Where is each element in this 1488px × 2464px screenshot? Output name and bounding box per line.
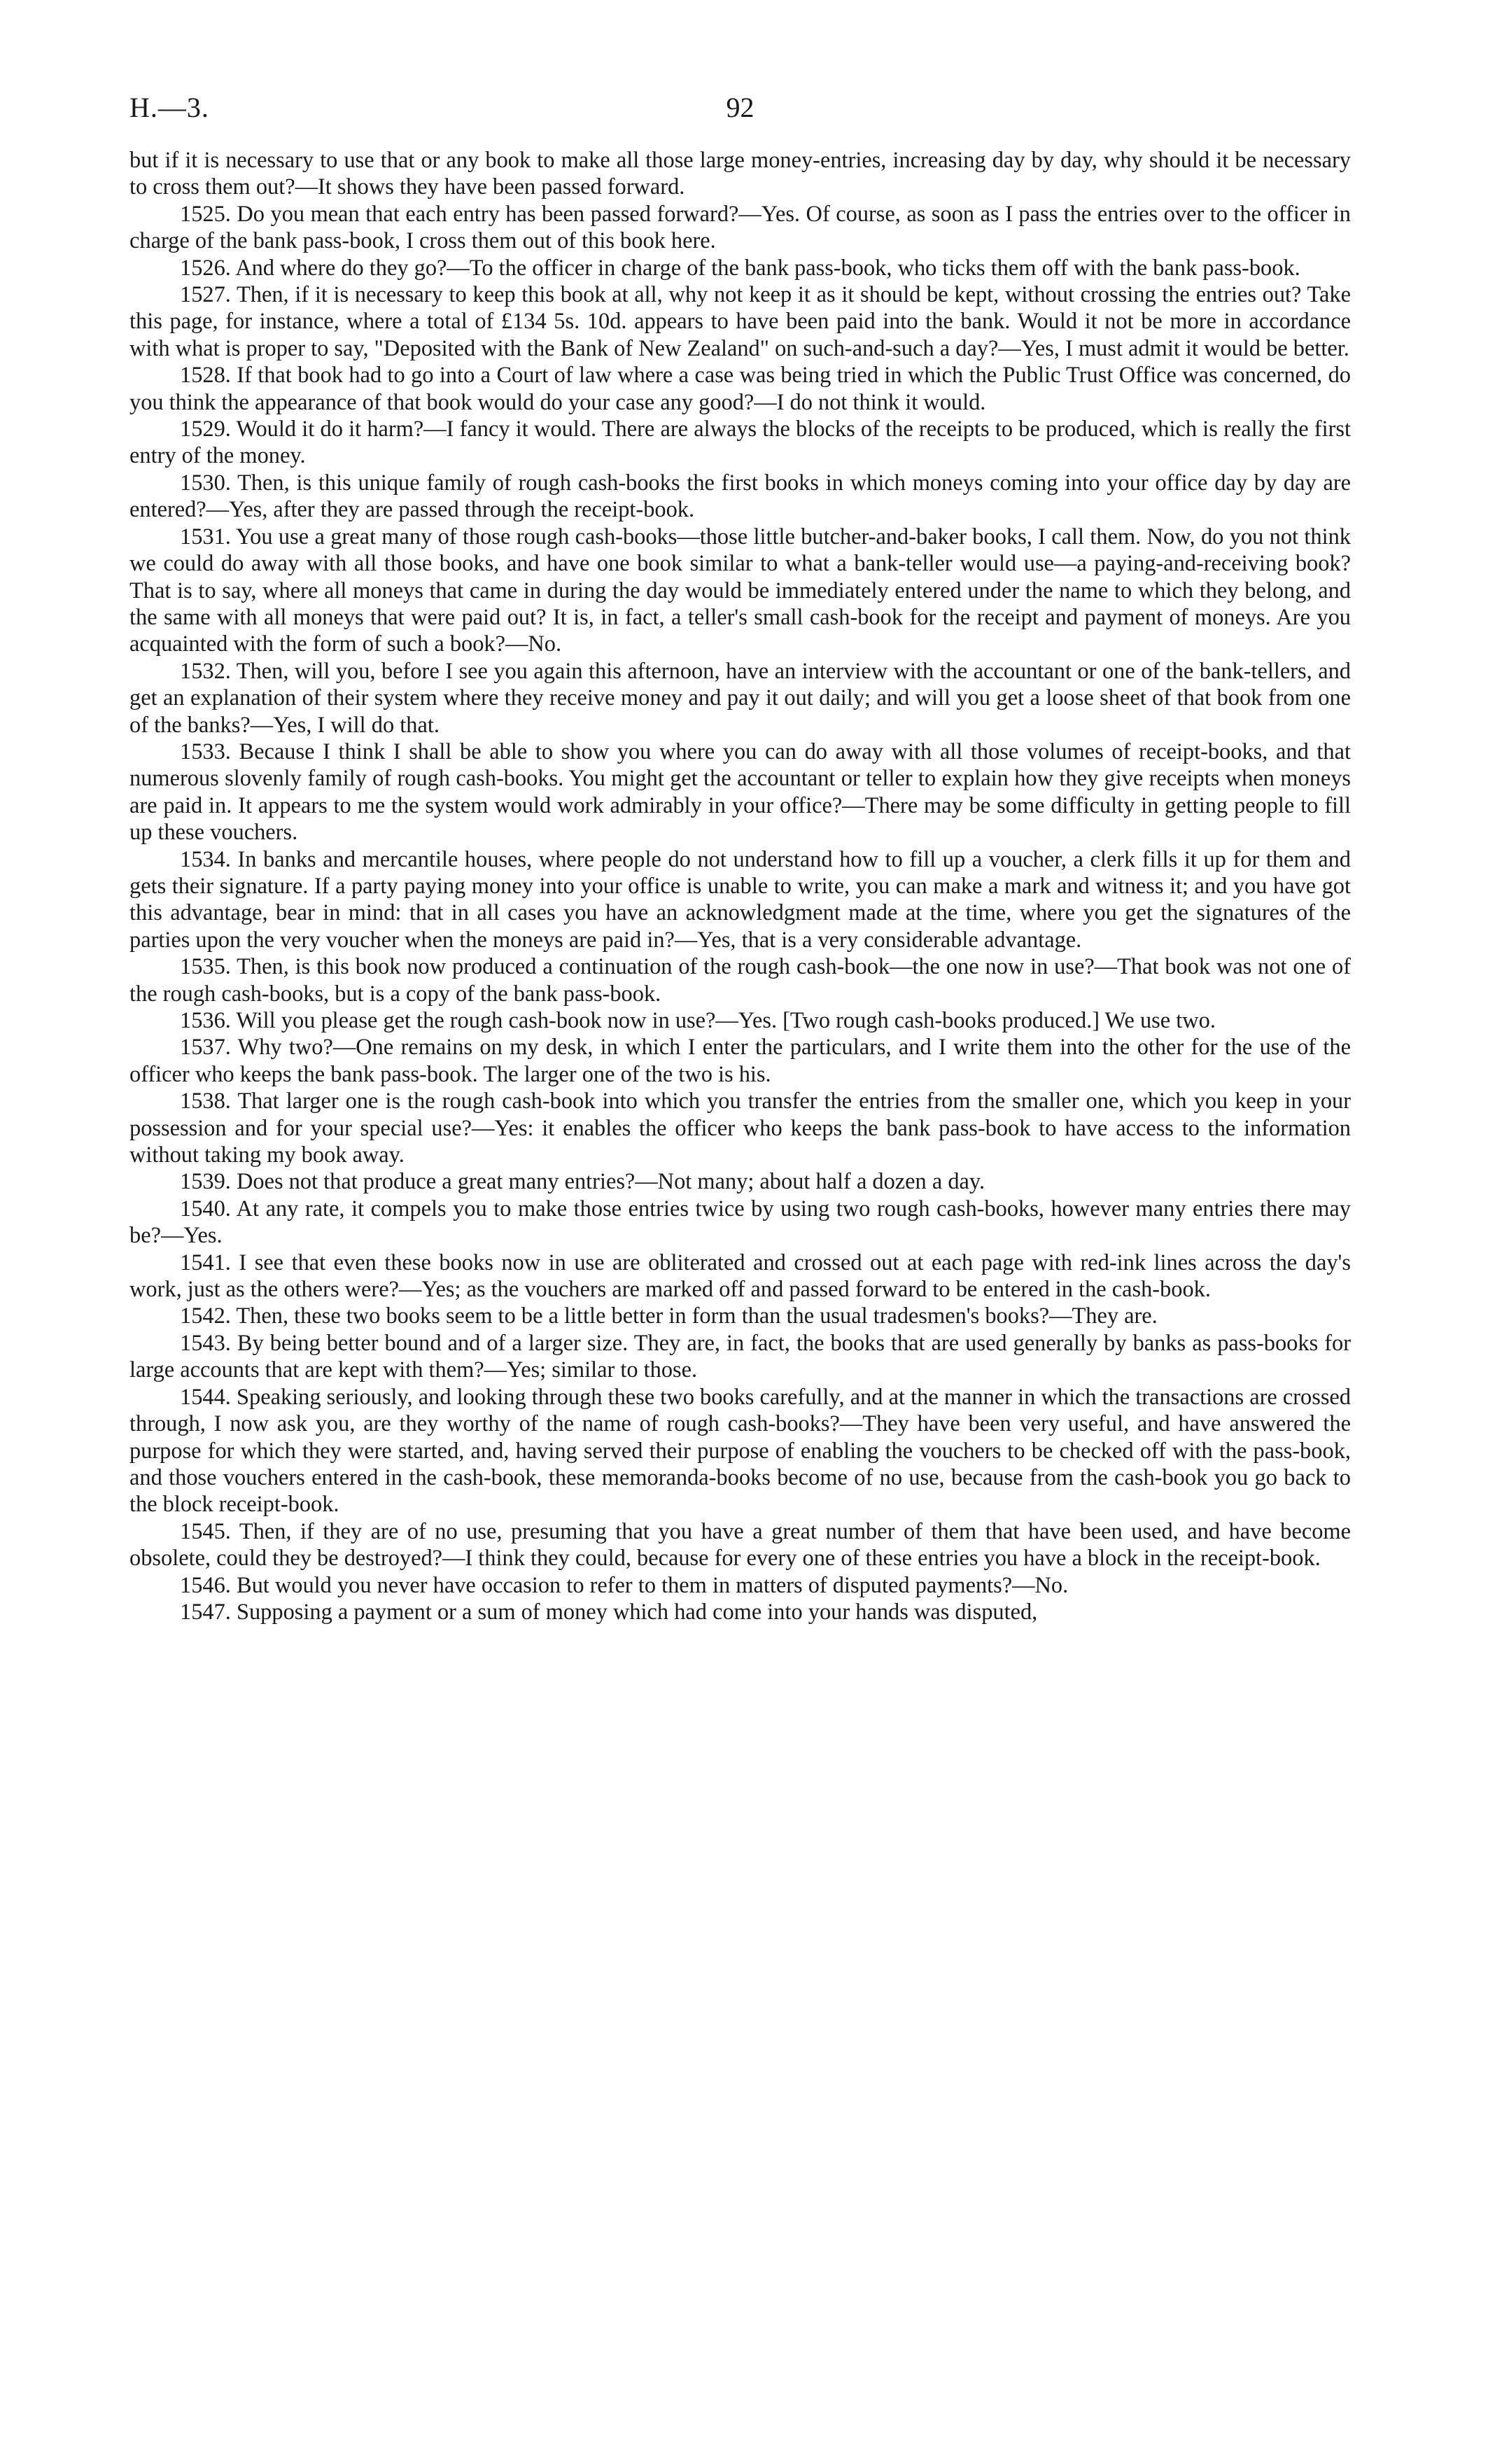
paragraph: 1534. In banks and mercantile houses, where people do not understand how to fill up a voucher, a clerk fills it up for them and gets their signature. If a party paying money into your office is unable to write, you can make a mark and witness it; and you have got this advantage, bear in mind: that in all cases you have an acknowledgment made at the time, where you get the signatures of the parties upon the very voucher when the moneys are paid in?—Yes, that is a very considerable advantage. [129, 846, 1351, 953]
paragraph: 1543. By being better bound and of a larger size. They are, in fact, the books that are used generally by banks as pass-books for large accounts that are kept with them?—Yes; similar to those. [129, 1330, 1351, 1383]
series-reference: H.—3. [129, 92, 209, 123]
paragraph: 1540. At any rate, it compels you to make those entries twice by using two rough cash-books, however many entries there may be?—Yes. [129, 1196, 1351, 1249]
paragraph: 1526. And where do they go?—To the officer in charge of the bank pass-book, who ticks them off with the bank pass-book. [180, 255, 1300, 281]
paragraph: 1537. Why two?—One remains on my desk, in which I enter the particulars, and I write them into the other for the use of the officer who keeps the bank pass-book. The larger one of the two is his. [129, 1035, 1351, 1087]
paragraph: 1528. If that book had to go into a Court of law where a case was being tried in which the Public Trust Office was concerned, do you think the appearance of that book would do your case any good?—I do not think it would. [129, 363, 1351, 415]
paragraph: but if it is necessary to use that or any book to make all those large money-entries, increasing day by day, why should it be necessary to cross them out?—It shows they have been passed forward. [129, 148, 1351, 200]
paragraph: 1530. Then, is this unique family of rough cash-books the first books in which moneys coming into your office day by day are entered?—Yes, after they are passed through the receipt-book. [129, 470, 1351, 523]
paragraph: 1525. Do you mean that each entry has been passed forward?—Yes. Of course, as soon as I pass the entries over to the officer in charge of the bank pass-book, I cross them out of this book here. [129, 201, 1351, 254]
paragraph: 1532. Then, will you, before I see you again this afternoon, have an interview with the accountant or one of the bank-tellers, and get an explanation of their system where they receive money and pay it out daily; and will you get a loose sheet of that book from one of the banks?—Yes, I will do that. [129, 658, 1351, 738]
paragraph: 1536. Will you please get the rough cash-book now in use?—Yes. [Two rough cash-books produced.] We use two. [180, 1008, 1216, 1033]
paragraph: 1545. Then, if they are of no use, presuming that you have a great number of them that have been used, and have become obsolete, could they be destroyed?—I think they could, because for every one of these entries you have a block in the receipt-book. [129, 1518, 1351, 1572]
page-header [129, 91, 1351, 147]
paragraph: 1541. I see that even these books now in use are obliterated and crossed out at each page with red-ink lines across the day's work, just as the others were?—Yes; as the vouchers are marked off and passed forward to be entered in the cash-book. [129, 1250, 1351, 1303]
paragraph: 1533. Because I think I shall be able to show you where you can do away with all those volumes of receipt-books, and that numerous slovenly family of rough cash-books. You might get the accountant or teller to explain how they give receipts when moneys are paid in. It appears to me the system would work admirably in your office?—There may be some difficulty in getting people to fill up these vouchers. [129, 738, 1351, 846]
paragraph: 1529. Would it do it harm?—I fancy it would. There are always the blocks of the receipts to be produced, which is really the first entry of the money. [129, 416, 1351, 469]
paragraph: 1535. Then, is this book now produced a continuation of the rough cash-book—the one now in use?—That book was not one of the rough cash-books, but is a copy of the bank pass-book. [129, 954, 1351, 1007]
paragraph: 1531. You use a great many of those rough cash-books—those little butcher-and-baker books, I call them. Now, do you not think we could do away with all those books, and have one book similar to what a bank-teller would use—a paying-and-receiving book? That is to say, where all moneys that came in during the day would be immediately entered under the name to which they belong, and the same with all moneys that were paid out? It is, in fact, a teller's small cash-book for the receipt and payment of moneys. Are you acquainted with the form of such a book?—No. [129, 524, 1351, 657]
paragraph: 1547. Supposing a payment or a sum of money which had come into your hands was disputed, [180, 1599, 1038, 1625]
document-page [129, 91, 1351, 1625]
body-text [129, 147, 1351, 1625]
paragraph: 1539. Does not that produce a great many entries?—Not many; about half a dozen a day. [180, 1169, 985, 1195]
page-number: 92 [726, 92, 754, 123]
paragraph: 1538. That larger one is the rough cash-book into which you transfer the entries from the smaller one, which you keep in your possession and for your special use?—Yes: it enables the officer who keeps the bank pass-book to have access to the information without taking my book away. [129, 1088, 1351, 1168]
paragraph: 1527. Then, if it is necessary to keep this book at all, why not keep it as it should be kept, without crossing the entries out? Take this page, for instance, where a total of £134 5s. 10d. appears to have been paid into the bank. Would it not be more in accordance with what is proper to say, "Deposited with the Bank of New Zealand" on such-and-such a day?—Yes, I must admit it would be better. [129, 282, 1351, 361]
paragraph: 1546. But would you never have occasion to refer to them in matters of disputed payments?—No. [180, 1572, 1069, 1598]
paragraph: 1544. Speaking seriously, and looking through these two books carefully, and at the manner in which the transactions are crossed through, I now ask you, are they worthy of the name of rough cash-books?—They have been very useful, and have answered the purpose for which they were started, and, having served their purpose of enabling the vouchers to be checked off with the pass-book, and those vouchers entered in the cash-book, these memoranda-books become of no use, because from the cash-book you go back to the block receipt-book. [129, 1384, 1351, 1518]
paragraph: 1542. Then, these two books seem to be a little better in form than the usual tradesmen's books?—They are. [180, 1303, 1158, 1329]
